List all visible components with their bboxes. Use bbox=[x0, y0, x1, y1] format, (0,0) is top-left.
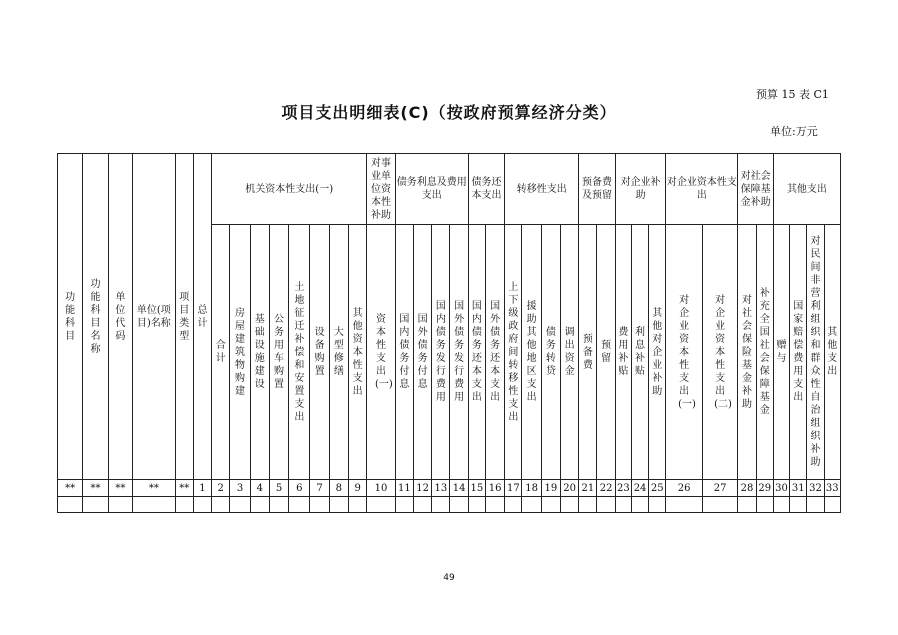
data-cell bbox=[579, 497, 597, 513]
data-cell bbox=[631, 497, 648, 513]
column-number: 13 bbox=[432, 480, 450, 497]
column-number: 15 bbox=[468, 480, 485, 497]
data-cell bbox=[505, 497, 522, 513]
sub-header: 合计 bbox=[212, 225, 230, 480]
data-cell bbox=[615, 497, 631, 513]
sub-header: 国外债务还本支出 bbox=[485, 225, 504, 480]
unit-label: 单位:万元 bbox=[770, 125, 818, 138]
column-number: 1 bbox=[193, 480, 211, 497]
data-cell bbox=[522, 497, 541, 513]
data-cell bbox=[468, 497, 485, 513]
group-header: 预备费及预留 bbox=[579, 154, 616, 225]
sub-header: 调出资金 bbox=[560, 225, 578, 480]
group-header: 机关资本性支出(一) bbox=[212, 154, 367, 225]
sub-header: 国家赔偿费用支出 bbox=[790, 225, 807, 480]
sub-header: 土地征迁补偿和安置支出 bbox=[289, 225, 310, 480]
column-number: 12 bbox=[413, 480, 431, 497]
column-number: 26 bbox=[666, 480, 703, 497]
column-number: ** bbox=[83, 480, 108, 497]
group-header: 债务还本支出 bbox=[468, 154, 505, 225]
sub-header: 费用补贴 bbox=[615, 225, 631, 480]
sub-header: 国外债务发行费用 bbox=[450, 225, 468, 480]
data-cell bbox=[367, 497, 395, 513]
column-number: 8 bbox=[329, 480, 348, 497]
column-number: 22 bbox=[597, 480, 615, 497]
column-number: 4 bbox=[250, 480, 269, 497]
data-cell bbox=[108, 497, 132, 513]
sub-header: 预备费 bbox=[579, 225, 597, 480]
data-cell bbox=[450, 497, 468, 513]
data-cell bbox=[250, 497, 269, 513]
data-cell bbox=[597, 497, 615, 513]
group-header: 对企业补助 bbox=[615, 154, 666, 225]
sub-header: 预留 bbox=[597, 225, 615, 480]
data-cell bbox=[413, 497, 431, 513]
sub-header: 国内债务发行费用 bbox=[432, 225, 450, 480]
sub-header: 其他支出 bbox=[824, 225, 840, 480]
data-cell bbox=[485, 497, 504, 513]
column-number: 3 bbox=[230, 480, 250, 497]
column-number: 6 bbox=[289, 480, 310, 497]
column-number: 30 bbox=[773, 480, 789, 497]
group-header: 对事业单位资本性补助 bbox=[367, 154, 395, 225]
group-header: 对企业资本性支出 bbox=[666, 154, 738, 225]
column-number: ** bbox=[108, 480, 132, 497]
sub-header: 国内债务还本支出 bbox=[468, 225, 485, 480]
data-cell bbox=[790, 497, 807, 513]
column-number: 29 bbox=[756, 480, 773, 497]
data-cell bbox=[269, 497, 288, 513]
sub-header: 上下级政府间转移性支出 bbox=[505, 225, 522, 480]
data-cell bbox=[58, 497, 83, 513]
data-cell bbox=[212, 497, 230, 513]
sub-header: 援助其他地区支出 bbox=[522, 225, 541, 480]
data-cell bbox=[541, 497, 560, 513]
sub-header: 基础设施建设 bbox=[250, 225, 269, 480]
header-cell: 单位(项目)名称 bbox=[133, 154, 176, 480]
sub-header: 大型修缮 bbox=[329, 225, 348, 480]
column-number: 14 bbox=[450, 480, 468, 497]
sub-header: 对企业资本性支出(一) bbox=[666, 225, 703, 480]
sub-header: 债务转贷 bbox=[541, 225, 560, 480]
sub-header: 对社会保险基金补助 bbox=[738, 225, 756, 480]
data-cell bbox=[666, 497, 703, 513]
data-cell bbox=[329, 497, 348, 513]
column-number: 28 bbox=[738, 480, 756, 497]
page-number: 49 bbox=[443, 573, 455, 583]
data-cell bbox=[738, 497, 756, 513]
column-number: 16 bbox=[485, 480, 504, 497]
group-header: 转移性支出 bbox=[505, 154, 579, 225]
data-cell bbox=[193, 497, 211, 513]
header-cell: 总计 bbox=[193, 154, 211, 480]
sub-header: 国内债务付息 bbox=[395, 225, 413, 480]
column-number: 32 bbox=[807, 480, 824, 497]
header-cell: 功能科目 bbox=[58, 154, 83, 480]
data-cell bbox=[773, 497, 789, 513]
data-cell bbox=[807, 497, 824, 513]
data-cell bbox=[175, 497, 193, 513]
sub-header: 赠与 bbox=[773, 225, 789, 480]
data-cell bbox=[702, 497, 737, 513]
data-cell bbox=[756, 497, 773, 513]
sub-header: 利息补贴 bbox=[631, 225, 648, 480]
sub-header: 公务用车购置 bbox=[269, 225, 288, 480]
sub-header: 房屋建筑物购建 bbox=[230, 225, 250, 480]
data-cell bbox=[395, 497, 413, 513]
sub-header: 对民间非营利组织和群众性自治组织补助 bbox=[807, 225, 824, 480]
expenditure-table bbox=[57, 153, 841, 513]
sub-header: 资本性支出(一) bbox=[367, 225, 395, 480]
header-cell: 项目类型 bbox=[175, 154, 193, 480]
column-number: 27 bbox=[702, 480, 737, 497]
column-number: 18 bbox=[522, 480, 541, 497]
sub-header: 补充全国社会保障基金 bbox=[756, 225, 773, 480]
data-cell bbox=[560, 497, 578, 513]
column-number: 24 bbox=[631, 480, 648, 497]
column-number: 7 bbox=[310, 480, 329, 497]
column-number: 31 bbox=[790, 480, 807, 497]
data-cell bbox=[432, 497, 450, 513]
form-code: 预算 15 表 C1 bbox=[756, 88, 829, 101]
data-cell bbox=[230, 497, 250, 513]
data-cell bbox=[349, 497, 367, 513]
data-cell bbox=[824, 497, 840, 513]
data-cell bbox=[289, 497, 310, 513]
column-number: 21 bbox=[579, 480, 597, 497]
group-header: 其他支出 bbox=[773, 154, 840, 225]
column-number: 10 bbox=[367, 480, 395, 497]
column-number: ** bbox=[175, 480, 193, 497]
page-title: 项目支出明细表(C)（按政府预算经济分类） bbox=[281, 103, 617, 122]
column-number: 23 bbox=[615, 480, 631, 497]
column-number: ** bbox=[58, 480, 83, 497]
sub-header: 其他对企业补助 bbox=[649, 225, 666, 480]
sub-header: 对企业资本性支出(二) bbox=[702, 225, 737, 480]
data-cell bbox=[83, 497, 108, 513]
column-number: 17 bbox=[505, 480, 522, 497]
data-cell bbox=[133, 497, 176, 513]
sub-header: 国外债务付息 bbox=[413, 225, 431, 480]
sub-header: 设备购置 bbox=[310, 225, 329, 480]
column-number: 11 bbox=[395, 480, 413, 497]
column-number: 5 bbox=[269, 480, 288, 497]
data-cell bbox=[310, 497, 329, 513]
column-number: 25 bbox=[649, 480, 666, 497]
column-number: 20 bbox=[560, 480, 578, 497]
column-number: 33 bbox=[824, 480, 840, 497]
column-number: 2 bbox=[212, 480, 230, 497]
group-header: 债务利息及费用支出 bbox=[395, 154, 468, 225]
sub-header: 其他资本性支出 bbox=[349, 225, 367, 480]
group-header: 对社会保障基金补助 bbox=[738, 154, 773, 225]
column-number: 19 bbox=[541, 480, 560, 497]
header-cell: 单位代码 bbox=[108, 154, 132, 480]
column-number: 9 bbox=[349, 480, 367, 497]
header-cell: 功能科目名称 bbox=[83, 154, 108, 480]
column-number: ** bbox=[133, 480, 176, 497]
data-cell bbox=[649, 497, 666, 513]
